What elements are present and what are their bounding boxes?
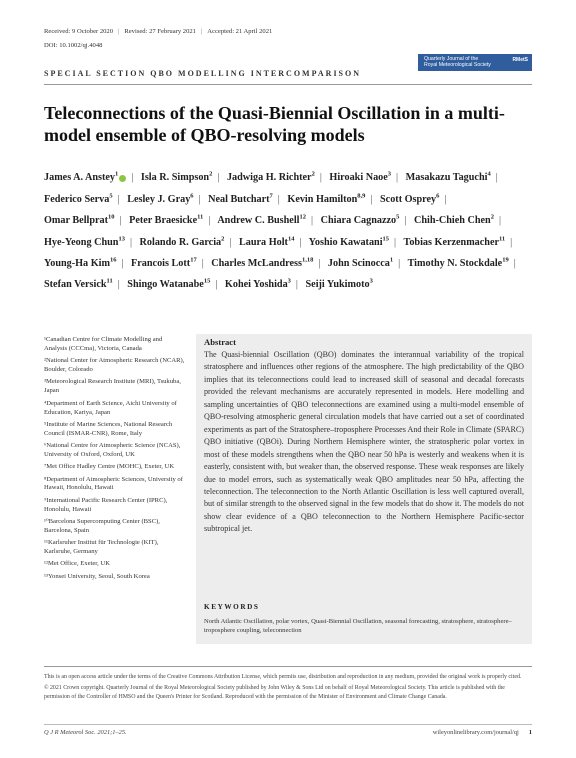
author-name-text: Seiji Yukimoto (305, 279, 370, 291)
author-affiliation-mark: 12 (299, 213, 306, 221)
license-notice (44, 673, 532, 704)
author-affiliation-mark: 10 (108, 213, 115, 221)
author-name[interactable] (309, 237, 389, 248)
author-name-text: Isla R. Simpson (140, 172, 210, 184)
author-separator: | (510, 236, 513, 248)
author-name[interactable] (44, 258, 116, 269)
author-name[interactable] (414, 215, 494, 226)
journal-url[interactable]: wileyonlinelibrary.com/journal/qj (432, 729, 519, 736)
author-affiliation-mark: 14 (287, 235, 295, 243)
affiliation-item: ¹²Met Office, Exeter, UK (44, 560, 111, 568)
journal-logo (418, 54, 532, 71)
doi[interactable]: DOI: 10.1002/qj.4048 (44, 42, 103, 49)
header-divider (44, 84, 532, 85)
author-name[interactable] (321, 215, 400, 226)
affiliation-item: ⁴Department of Earth Science, Aichi University of Education, Kariya, Japan (44, 399, 177, 416)
author-name[interactable] (127, 279, 210, 290)
author-name[interactable] (129, 215, 203, 226)
author-name-text: Omar Bellprat (44, 215, 109, 227)
affiliation-item: ¹Canadian Centre for Climate Modelling and Analysis (CCCma), Victoria, Canada (44, 336, 163, 352)
author-affiliation-mark: 2 (221, 235, 225, 243)
author-name[interactable] (380, 194, 439, 205)
author-name[interactable] (225, 279, 291, 290)
author-affiliation-mark: 2 (209, 171, 213, 178)
license-divider (44, 666, 532, 667)
author-name-text: Shingo Watanabe (127, 279, 204, 291)
author-affiliation-mark: 16 (109, 256, 117, 264)
affiliation-item: ⁵Institute of Marine Sciences, National Research Council (ISMAR-CNR), Rome, Italy (44, 420, 173, 437)
author-affiliation-mark: 1,18 (301, 256, 314, 264)
author-name[interactable] (227, 172, 315, 183)
author-affiliation-mark: 17 (190, 256, 197, 264)
author-name-text: Timothy N. Stockdale (407, 257, 503, 269)
author-name-text: Jadwiga H. Richter (226, 172, 312, 184)
affiliation-item: ³Meteorological Research Institute (MRI), Tsukuba, Japan (44, 378, 181, 395)
author-name-text: Hye-Yeong Chun (44, 236, 119, 248)
author-name[interactable] (408, 258, 509, 269)
author-separator: | (404, 215, 407, 227)
author-name-text: Charles McLandress (211, 257, 302, 269)
author-affiliation-mark: 3 (287, 277, 291, 285)
author-name[interactable] (127, 194, 193, 205)
author-name[interactable] (403, 237, 505, 248)
author-name-text: Andrew C. Bushell (217, 215, 300, 227)
author-name-text: Peter Braesicke (129, 215, 198, 227)
author-separator: | (495, 172, 498, 184)
author-separator: | (117, 279, 120, 291)
author-name[interactable] (406, 172, 491, 183)
author-name[interactable] (44, 215, 115, 226)
author-name-text: Hiroaki Naoe (329, 172, 388, 184)
author-name[interactable] (239, 237, 294, 248)
author-separator: | (117, 193, 120, 205)
journal-citation: Q J R Meteorol Soc. 2021;1–25. (44, 729, 127, 736)
author-name[interactable] (44, 172, 126, 183)
author-name-text: Kevin Hamilton (287, 193, 358, 205)
received-date: Received: 9 October 2020 (44, 28, 114, 35)
author-name[interactable] (217, 215, 306, 226)
author-name-text: Federico Serva (44, 193, 110, 205)
section-label: SPECIAL SECTION QBO MODELLING INTERCOMPARISON (44, 69, 361, 78)
author-name-text: Yoshio Kawatani (308, 236, 383, 248)
orcid-icon[interactable] (119, 175, 126, 182)
footer-right (433, 729, 532, 736)
author-affiliation-mark: 1 (389, 256, 394, 264)
author-separator: | (311, 215, 314, 227)
author-affiliation-mark: 2 (490, 213, 494, 221)
author-name-text: Scott Osprey (380, 193, 437, 205)
author-affiliation-mark: 5 (396, 213, 400, 221)
author-separator: | (229, 236, 232, 248)
affiliation-item: ⁹International Pacific Research Center (IPRC), Honolulu, Hawaii (44, 496, 168, 513)
author-name[interactable] (329, 172, 391, 183)
author-separator: | (319, 172, 322, 184)
author-separator: | (217, 172, 220, 184)
author-affiliation-mark: 4 (487, 171, 491, 178)
affiliation-item: ¹³Yonsei University, Seoul, South Korea (44, 572, 150, 580)
author-name-text: Young-Ha Kim (44, 257, 110, 269)
author-affiliation-mark: 15 (203, 277, 211, 285)
journal-logo-line1: Quarterly Journal of the (424, 56, 479, 62)
author-name[interactable] (140, 237, 225, 248)
author-name[interactable] (44, 194, 113, 205)
author-separator: | (129, 236, 132, 248)
author-separator: | (198, 193, 201, 205)
author-name-text: Neal Butchart (208, 193, 270, 205)
author-name[interactable] (211, 258, 313, 269)
affiliation-item: ¹⁰Barcelona Supercomputing Center (BSC), Barcelona, Spain (44, 517, 160, 534)
author-separator: | (498, 215, 502, 227)
author-name[interactable] (328, 258, 393, 269)
author-name[interactable] (44, 279, 113, 290)
author-name-text: Francois Lott (131, 257, 191, 269)
article-title: Teleconnections of the Quasi-Biennial Oscillation in a multi-model ensemble of QBO-resolving models (44, 103, 505, 145)
abstract-heading: Abstract (204, 337, 236, 347)
open-access-statement: This is an open access article under the terms of the Creative Commons Attribution License, which permits use, distribution and reproduction in any medium, provided the original work is properly cited. (44, 674, 522, 680)
page-number: 1 (528, 729, 532, 736)
author-separator: | (396, 172, 399, 184)
copyright-statement: © 2021 Crown copyright. Quarterly Journal of the Royal Meteorological Society published by John Wiley & Sons Ltd on behalf of Royal Meteorological Society. This article is published with the permission of the Controller of HMSO and the Queen's Printer for Scotland. Reproduced with the permission of the Minister of Environment and Climate Change Canada. (44, 685, 505, 700)
author-separator: | (131, 172, 134, 184)
author-separator: | (370, 193, 373, 205)
author-name-text: Chiara Cagnazzo (320, 215, 397, 227)
footer-divider (44, 724, 532, 725)
author-name[interactable] (287, 194, 365, 205)
author-affiliation-mark: 13 (118, 235, 125, 243)
submission-dates: Received: 9 October 2020 | Revised: 27 February 2021 | Accepted: 21 April 2021 (44, 28, 273, 35)
journal-logo-line2: Royal Meteorological Society (424, 62, 491, 68)
author-affiliation-mark: 19 (502, 256, 509, 264)
author-separator: | (201, 257, 204, 269)
affiliation-item: ⁷Met Office Hadley Centre (MOHC), Exeter, UK (44, 463, 175, 471)
author-name-text: Tobias Kerzenmacher (403, 236, 500, 248)
affiliation-item: ⁶National Centre for Atmospheric Science (NCAS), University of Oxford, Oxford, UK (44, 442, 181, 458)
author-separator: | (398, 257, 401, 269)
author-separator: | (121, 257, 124, 269)
rmets-badge: RMetS (512, 57, 528, 63)
author-affiliation-mark: 11 (197, 213, 204, 221)
author-separator: | (299, 236, 302, 248)
accepted-date: Accepted: 21 April 2021 (207, 28, 273, 35)
author-list (44, 166, 528, 294)
author-affiliation-mark: 6 (190, 192, 194, 200)
author-name[interactable] (306, 279, 373, 290)
author-separator: | (295, 279, 298, 291)
author-affiliation-mark: 7 (269, 192, 273, 200)
author-affiliation-mark: 5 (109, 192, 113, 200)
author-separator: | (215, 279, 218, 291)
abstract-text: The Quasi-biennial Oscillation (QBO) dominates the interannual variability of the tropical stratosphere and influences other regions of the atmosphere. The high predictability of the QBO implies that its teleconnections could lead to increased skill of seasonal and decadal forecasts provided the relevant mechanisms are accurately represented in models. Here modelling and sampling uncertainties of QBO teleconnections are examined using a multi-model ensemble of QBO-resolving atmospheric general circulation models that have carried out a set of coordinated experiments as part of the Stratosphere–troposphere Processes And their Role in Climate (SPARC) QBO initiative (QBOi). During Northern Hemisphere winter, the stratospheric polar vortex in most of these models strengthens when the QBO near 50 hPa is westerly and weakens when it is easterly, consistent with, but weaker than, the observed response. These weak responses are likely due to model errors, such as systematically weak QBO amplitudes near 50 hPa, affecting the teleconnection. The teleconnection to the North Atlantic Oscillation is less well captured overall, but of similar strength to the observed signal in the few models that do show it. The models do not show clear evidence of a QBO teleconnection to the Northern Hemisphere Pacific-sector subtropical jet. (204, 350, 524, 534)
author-affiliation-mark: 11 (499, 235, 506, 243)
author-separator: | (444, 193, 447, 205)
author-affiliation-mark: 3 (387, 171, 392, 178)
author-name[interactable] (141, 172, 212, 183)
author-affiliation-mark: 1 (115, 171, 119, 178)
author-name-text: Chih-Chieh Chen (414, 215, 491, 227)
author-affiliation-mark: 6 (436, 192, 440, 200)
author-name-text: Laura Holt (238, 236, 288, 248)
affiliations (44, 336, 186, 585)
author-affiliation-mark: 15 (382, 235, 390, 243)
affiliation-item: ²National Center for Atmospheric Research (NCAR), Boulder, Colorado (44, 357, 185, 374)
affiliation-item: ⁸Department of Atmospheric Sciences, University of Hawaii, Honolulu, Hawaii (44, 475, 183, 492)
author-name[interactable] (44, 237, 125, 248)
author-separator: | (208, 215, 211, 227)
author-separator: | (119, 215, 122, 227)
author-name-text: Rolando R. Garcia (139, 236, 222, 248)
author-name-text: Stefan Versick (44, 279, 107, 291)
author-name-text: Masakazu Taguchi (405, 172, 488, 184)
author-name[interactable] (131, 258, 197, 269)
author-separator: | (513, 257, 516, 269)
affiliation-item: ¹¹Karlsruher Institut für Technologie (KIT), Karlsruhe, Germany (44, 539, 159, 556)
author-separator: | (318, 257, 321, 269)
author-name[interactable] (208, 194, 273, 205)
author-affiliation-mark: 3 (369, 277, 373, 285)
author-separator: | (277, 193, 280, 205)
revised-date: Revised: 27 February 2021 (124, 28, 196, 35)
author-name-text: Lesley J. Gray (127, 193, 191, 205)
author-separator: | (394, 236, 397, 248)
author-name-text: Kohei Yoshida (224, 279, 288, 291)
author-affiliation-mark: 8,9 (357, 192, 366, 200)
keywords-text: North Atlantic Oscillation, polar vortex, Quasi-Biennial Oscillation, seasonal forecasting, stratosphere, stratosphere–troposphere coupling, teleconnection (204, 618, 512, 634)
keywords-heading: KEYWORDS (204, 603, 260, 611)
author-affiliation-mark: 2 (311, 171, 315, 178)
author-name-text: James A. Anstey (44, 172, 116, 184)
author-affiliation-mark: 11 (106, 277, 113, 285)
author-name-text: John Scinocca (327, 257, 390, 269)
